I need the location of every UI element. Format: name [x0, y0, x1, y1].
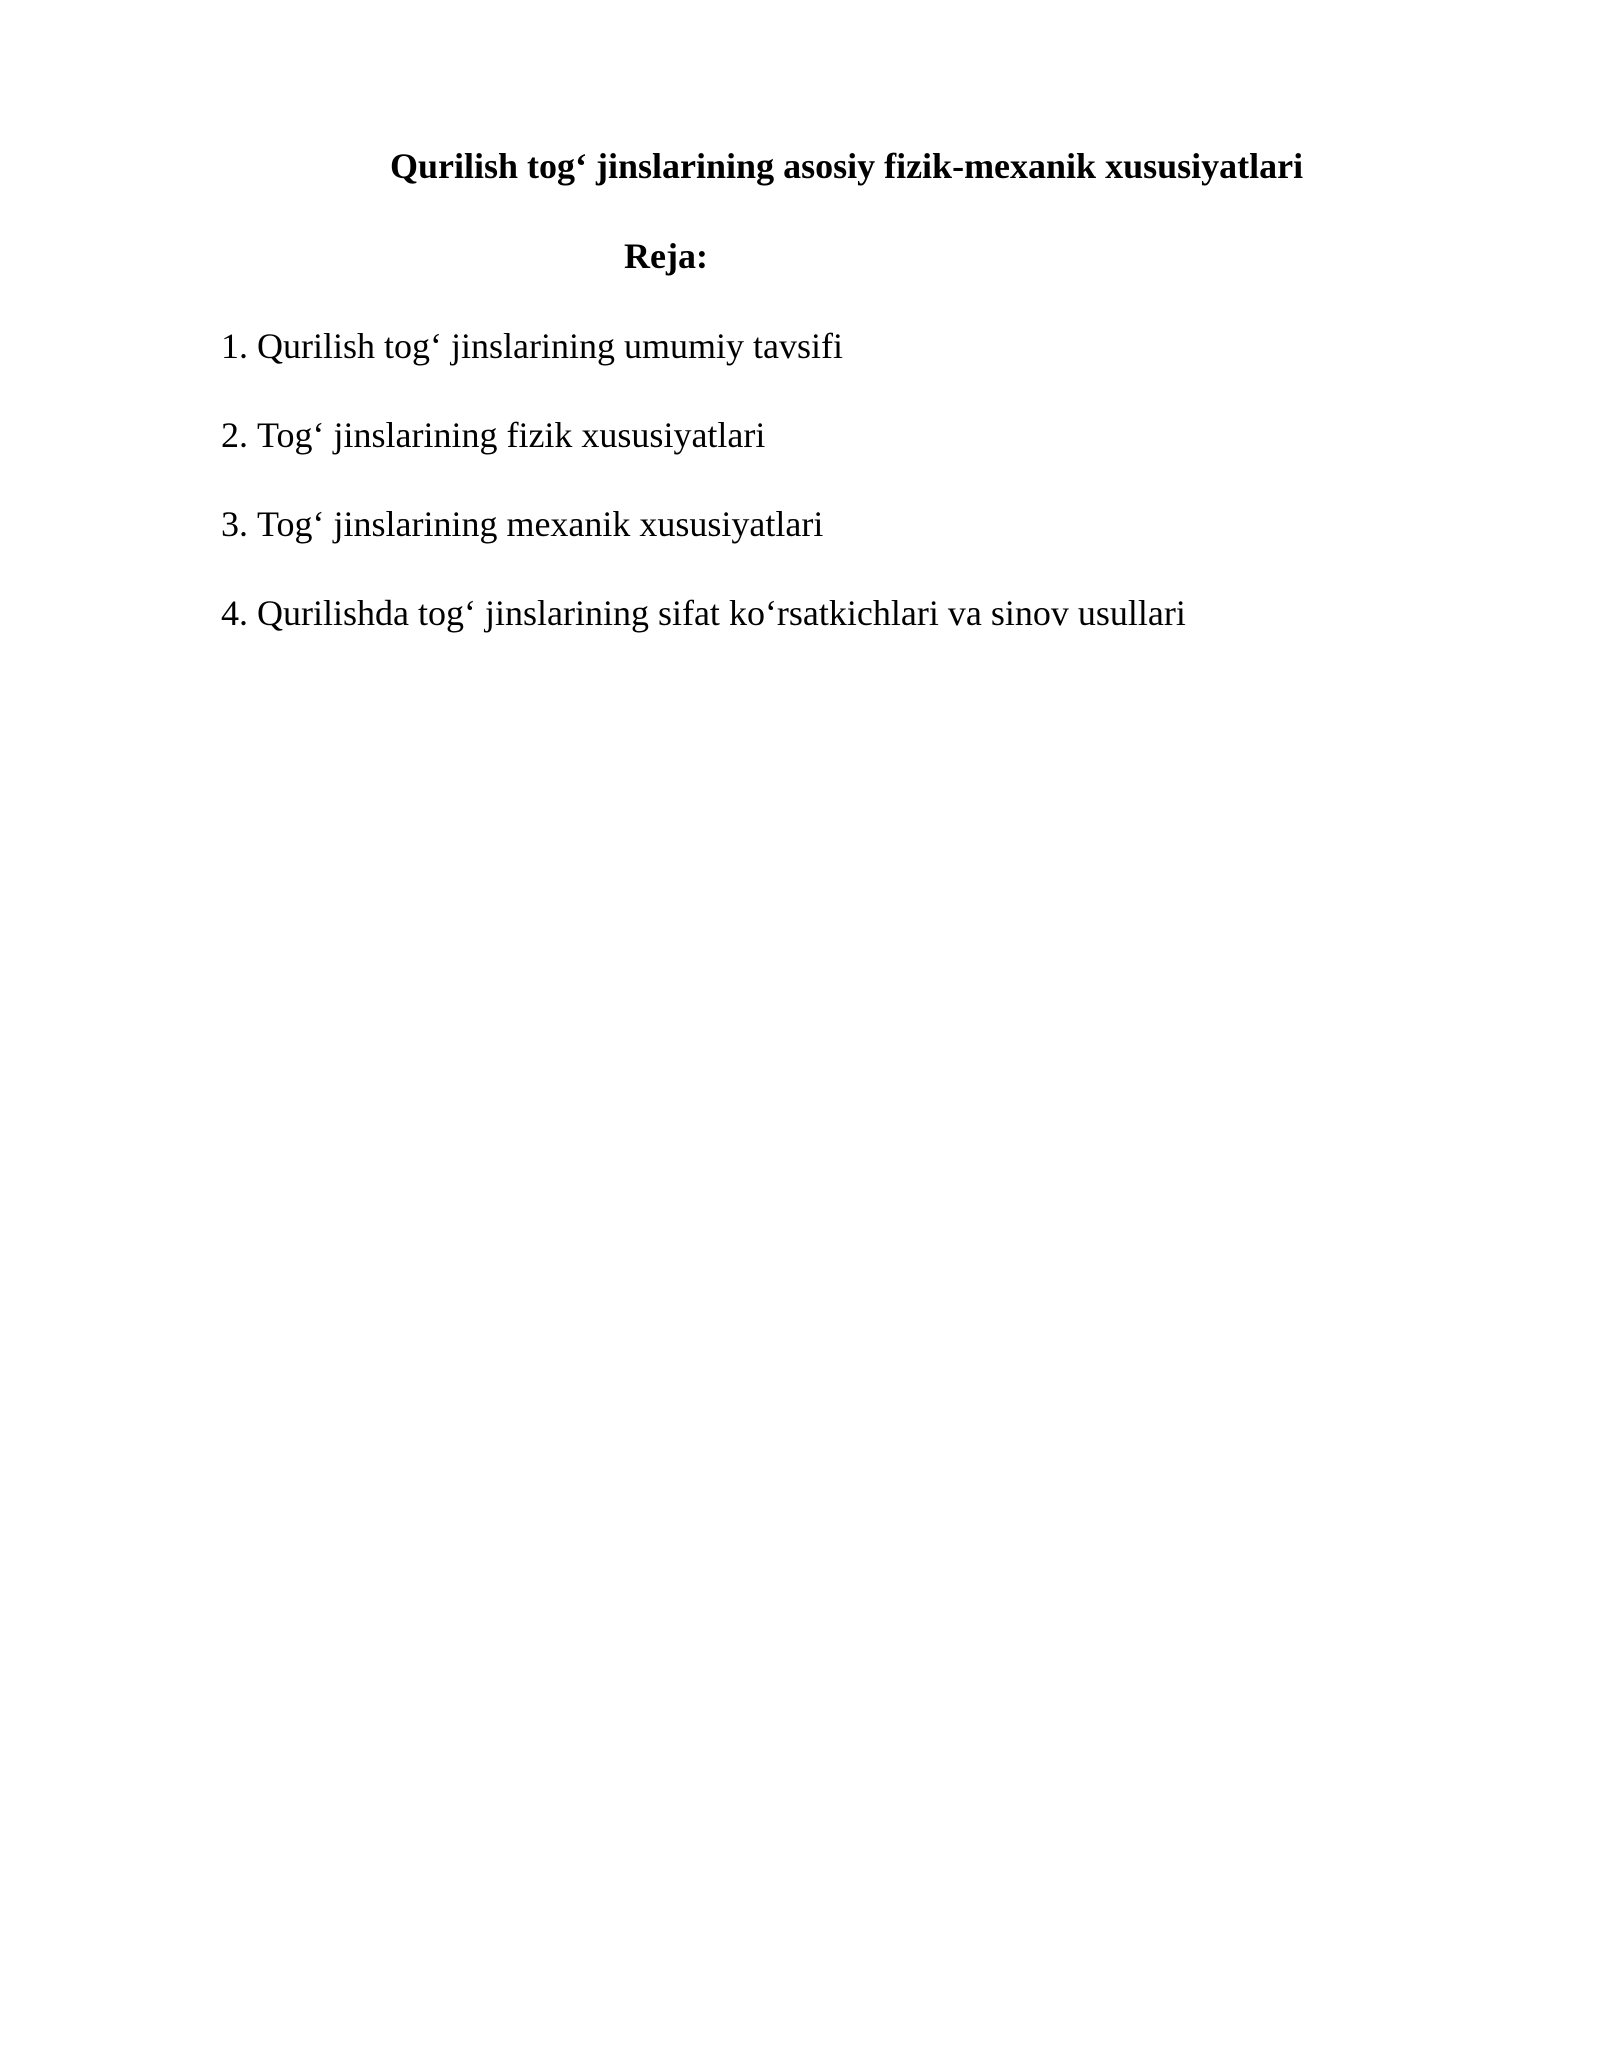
plan-item — [221, 591, 1186, 635]
plan-list — [221, 324, 1186, 680]
plan-item-number: 2. — [221, 415, 248, 455]
plan-item-text: Tog‘ jinslarining mexanik xususiyatlari — [257, 504, 824, 544]
plan-heading: Reja: — [624, 236, 708, 276]
plan-item-number: 3. — [221, 504, 248, 544]
plan-item — [221, 413, 1186, 457]
plan-item — [221, 502, 1186, 546]
document-title: Qurilish tog‘ jinslarining asosiy fizik-mexanik xususiyatlari — [390, 146, 1304, 186]
plan-item-text: Qurilish tog‘ jinslarining umumiy tavsifi — [257, 326, 843, 366]
plan-item-number: 4. — [221, 593, 248, 633]
plan-item-text: Qurilishda tog‘ jinslarining sifat ko‘rsatkichlari va sinov usullari — [257, 593, 1186, 633]
plan-item-text: Tog‘ jinslarining fizik xususiyatlari — [257, 415, 766, 455]
plan-item — [221, 324, 1186, 368]
plan-item-number: 1. — [221, 326, 248, 366]
